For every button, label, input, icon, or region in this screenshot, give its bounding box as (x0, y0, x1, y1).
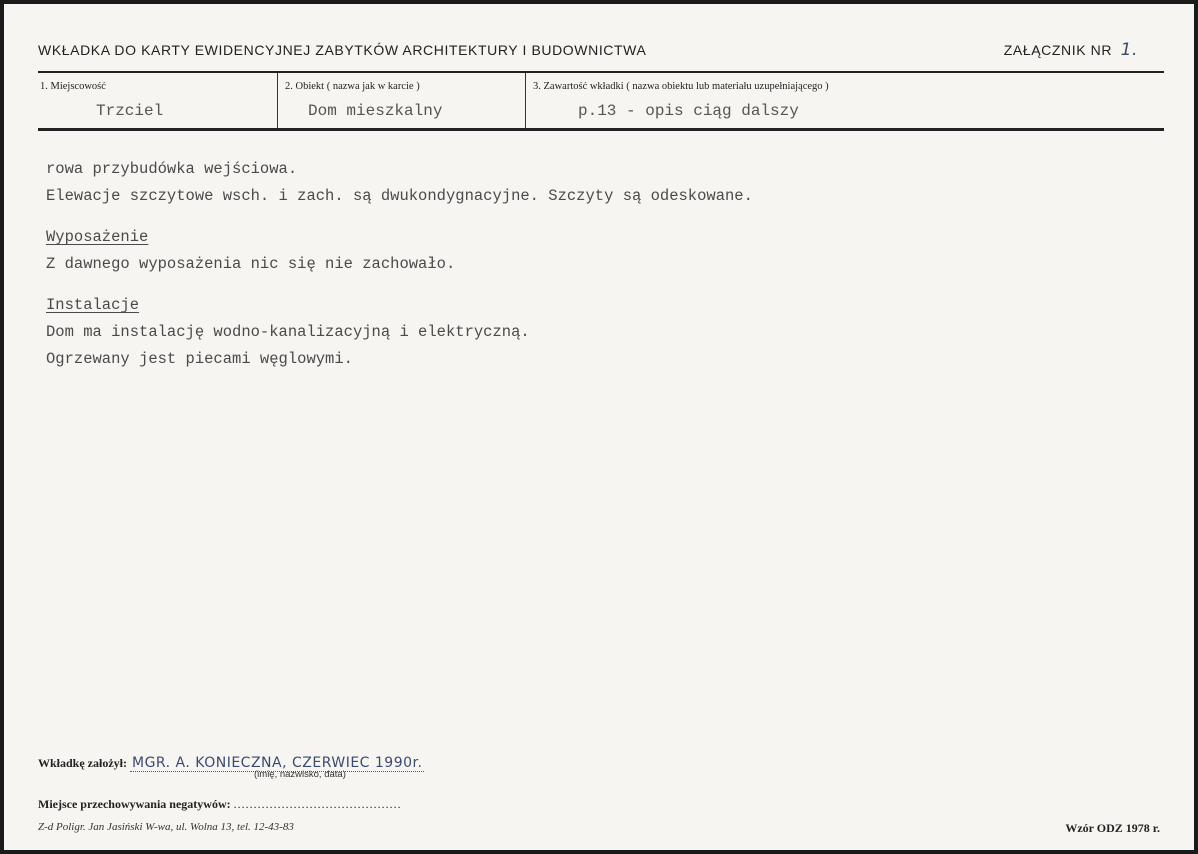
founder-hint: (imię, nazwisko, data) (254, 769, 346, 780)
field-value-object: Dom mieszkalny (308, 102, 443, 120)
founder-row (38, 755, 424, 771)
record-card (4, 4, 1194, 850)
field-value-contents: p.13 - opis ciąg dalszy (578, 102, 799, 120)
annex-number: 1. (1120, 40, 1138, 60)
typed-body (46, 156, 1146, 373)
field-value-locality: Trzciel (96, 102, 164, 120)
founder-signature: MGR. A. KONIECZNA, CZERWIEC 1990r. (132, 755, 423, 771)
section-heading-installations: Instalacje (46, 296, 140, 314)
body-line: rowa przybudówka wejściowa. (46, 160, 298, 178)
annex-label-text: ZAŁĄCZNIK NR (1003, 42, 1113, 58)
document-title: WKŁADKA DO KARTY EWIDENCYJNEJ ZABYTKÓW ARCHITEKTURY I BUDOWNICTWA (38, 42, 647, 58)
negatives-dots: .......................................... (233, 797, 402, 811)
body-line: Ogrzewany jest piecami węglowymi. (46, 350, 353, 368)
field-divider (277, 73, 278, 128)
field-label-locality: 1. Miejscowość (40, 81, 106, 92)
section-heading-equipment: Wyposażenie (46, 228, 149, 246)
printer-info: Z-d Poligr. Jan Jasiński W-wa, ul. Wolna 13, tel. 12-43-83 (38, 821, 294, 833)
negatives-label: Miejsce przechowywania negatywów: (38, 797, 231, 811)
annex-label (1004, 40, 1138, 60)
negatives-row (38, 797, 402, 812)
header-top-rule (38, 71, 1164, 73)
body-line: Z dawnego wyposażenia nic się nie zachowało. (46, 255, 456, 273)
field-label-contents: 3. Zawartość wkładki ( nazwa obiektu lub materiału uzupełniającego ) (533, 81, 829, 92)
body-line: Dom ma instalację wodno-kanalizacyjną i elektryczną. (46, 323, 530, 341)
form-code: Wzór ODZ 1978 r. (1065, 821, 1160, 835)
body-line: Elewacje szczytowe wsch. i zach. są dwukondygnacyjne. Szczyty są odeskowane. (46, 187, 753, 205)
field-label-object: 2. Obiekt ( nazwa jak w karcie ) (285, 81, 420, 92)
field-divider (525, 73, 526, 128)
founder-label: Wkładkę założył: (38, 756, 127, 770)
header-bottom-rule (38, 128, 1164, 131)
